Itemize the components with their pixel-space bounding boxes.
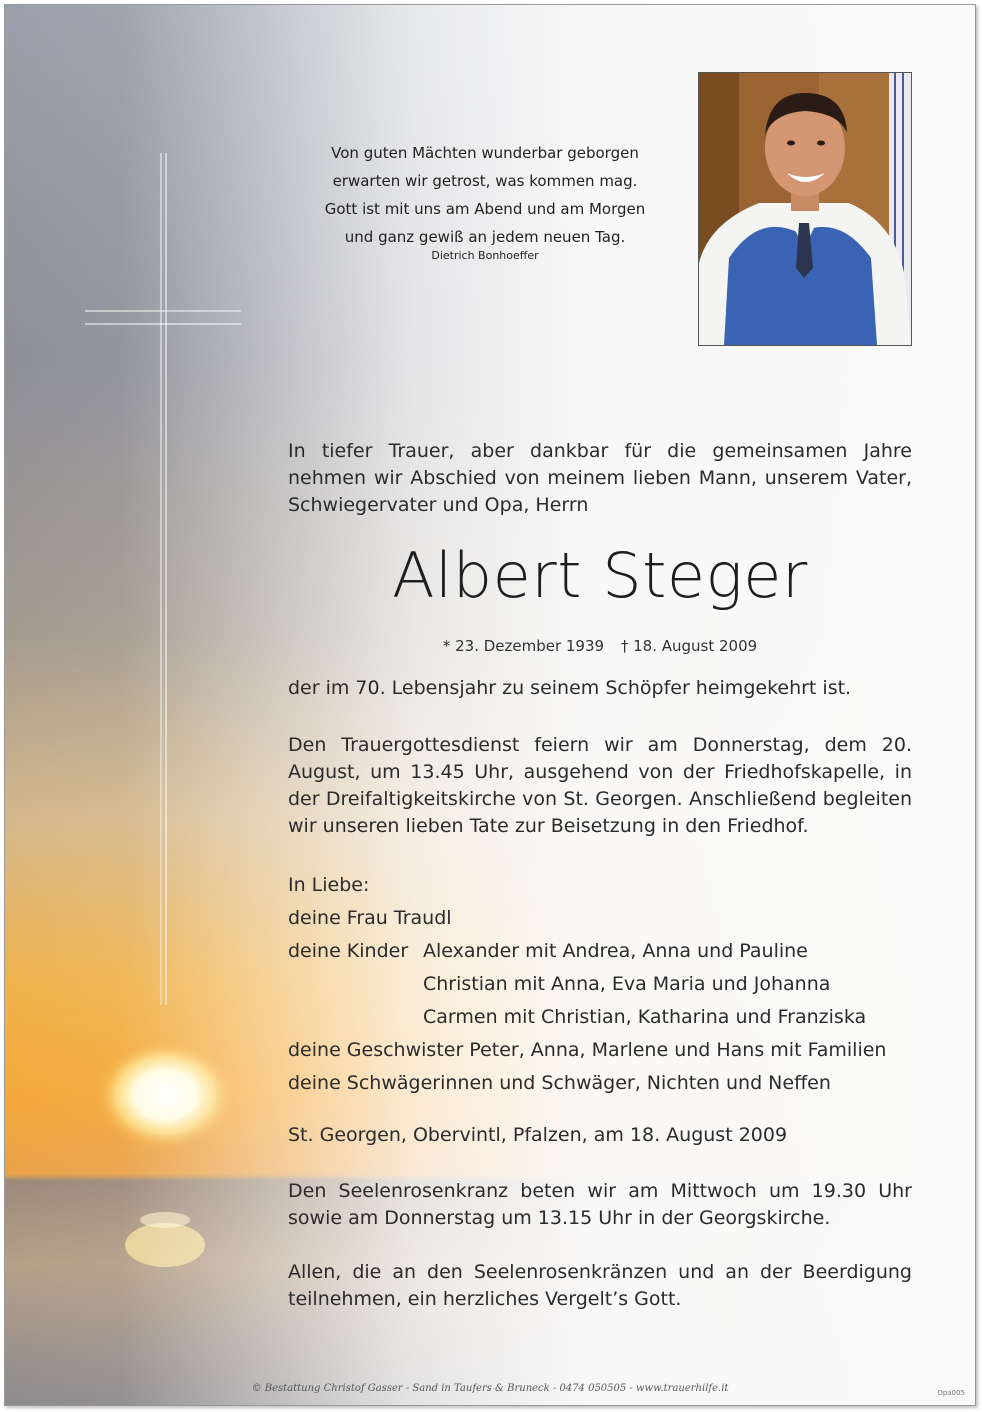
age-line: der im 70. Lebensjahr zu seinem Schöpfer heimgekehrt ist. (288, 677, 852, 699)
intro-paragraph: In tiefer Trauer, aber dankbar für die gemeinsamen Jahre nehmen wir Abschied von meinem lieben Mann, unserem Vater, Schwiegervater und Opa, Herrn (288, 440, 912, 516)
child-entry: Carmen mit Christian, Katharina und Franziska (423, 1006, 867, 1028)
footer-credit: © Bestattung Christof Gasser - Sand in Taufers & Bruneck - 0474 050505 - www.trauerhilfe.it (251, 1383, 729, 1394)
thanks-paragraph: Allen, die an den Seelenrosenkränzen und an der Beerdigung teilnehmen, ein herzliches Vergelt’s Gott. (288, 1261, 912, 1310)
child-entry: Christian mit Anna, Eva Maria und Johanna (423, 973, 831, 995)
mourner-in-laws: deine Schwägerinnen und Schwäger, Nichten und Neffen (288, 1072, 831, 1094)
quote-line: Von guten Mächten wunderbar geborgen (331, 144, 639, 162)
mourners-heading: In Liebe: (288, 874, 370, 896)
quote-line: und ganz gewiß an jedem neuen Tag. (344, 228, 626, 246)
obituary-card (4, 4, 976, 1406)
mourners-list (288, 869, 912, 1100)
deceased-name: Albert Steger (392, 539, 808, 612)
life-dates (288, 637, 912, 655)
mourner-wife: deine Frau Traudl (288, 907, 452, 929)
place-date: St. Georgen, Obervintl, Pfalzen, am 18. August 2009 (288, 1124, 788, 1146)
rosary-paragraph: Den Seelenrosenkranz beten wir am Mittwoch um 19.30 Uhr sowie am Donnerstag um 13.15 Uhr in der Georgskirche. (288, 1180, 912, 1229)
service-paragraph: Den Trauergottesdienst feiern wir am Donnerstag, dem 20. August, um 13.45 Uhr, ausgehend von der Friedhofskapelle, in der Dreifaltigkeitskirche von St. Georgen. Anschließend begleiten wir unseren lieben Tate zur Beisetzung in den Friedhof. (288, 734, 912, 837)
portrait-photo (698, 72, 912, 346)
footer-code: Opa005 (937, 1389, 965, 1397)
quote-line: erwarten wir getrost, was kommen mag. (332, 172, 638, 190)
quote-line: Gott ist mit uns am Abend und am Morgen (324, 200, 646, 218)
mourner-siblings: deine Geschwister Peter, Anna, Marlene und Hans mit Familien (288, 1039, 887, 1061)
birth-date: * 23. Dezember 1939 (442, 637, 605, 655)
quote-author: Dietrich Bonhoeffer (431, 249, 539, 262)
mourner-children (288, 935, 912, 1034)
bonhoeffer-quote (301, 139, 669, 264)
child-entry: Alexander mit Andrea, Anna und Pauline (423, 940, 808, 962)
children-label: deine Kinder (288, 940, 409, 962)
cross-icon (5, 5, 305, 1015)
death-date: † 18. August 2009 (620, 637, 758, 655)
